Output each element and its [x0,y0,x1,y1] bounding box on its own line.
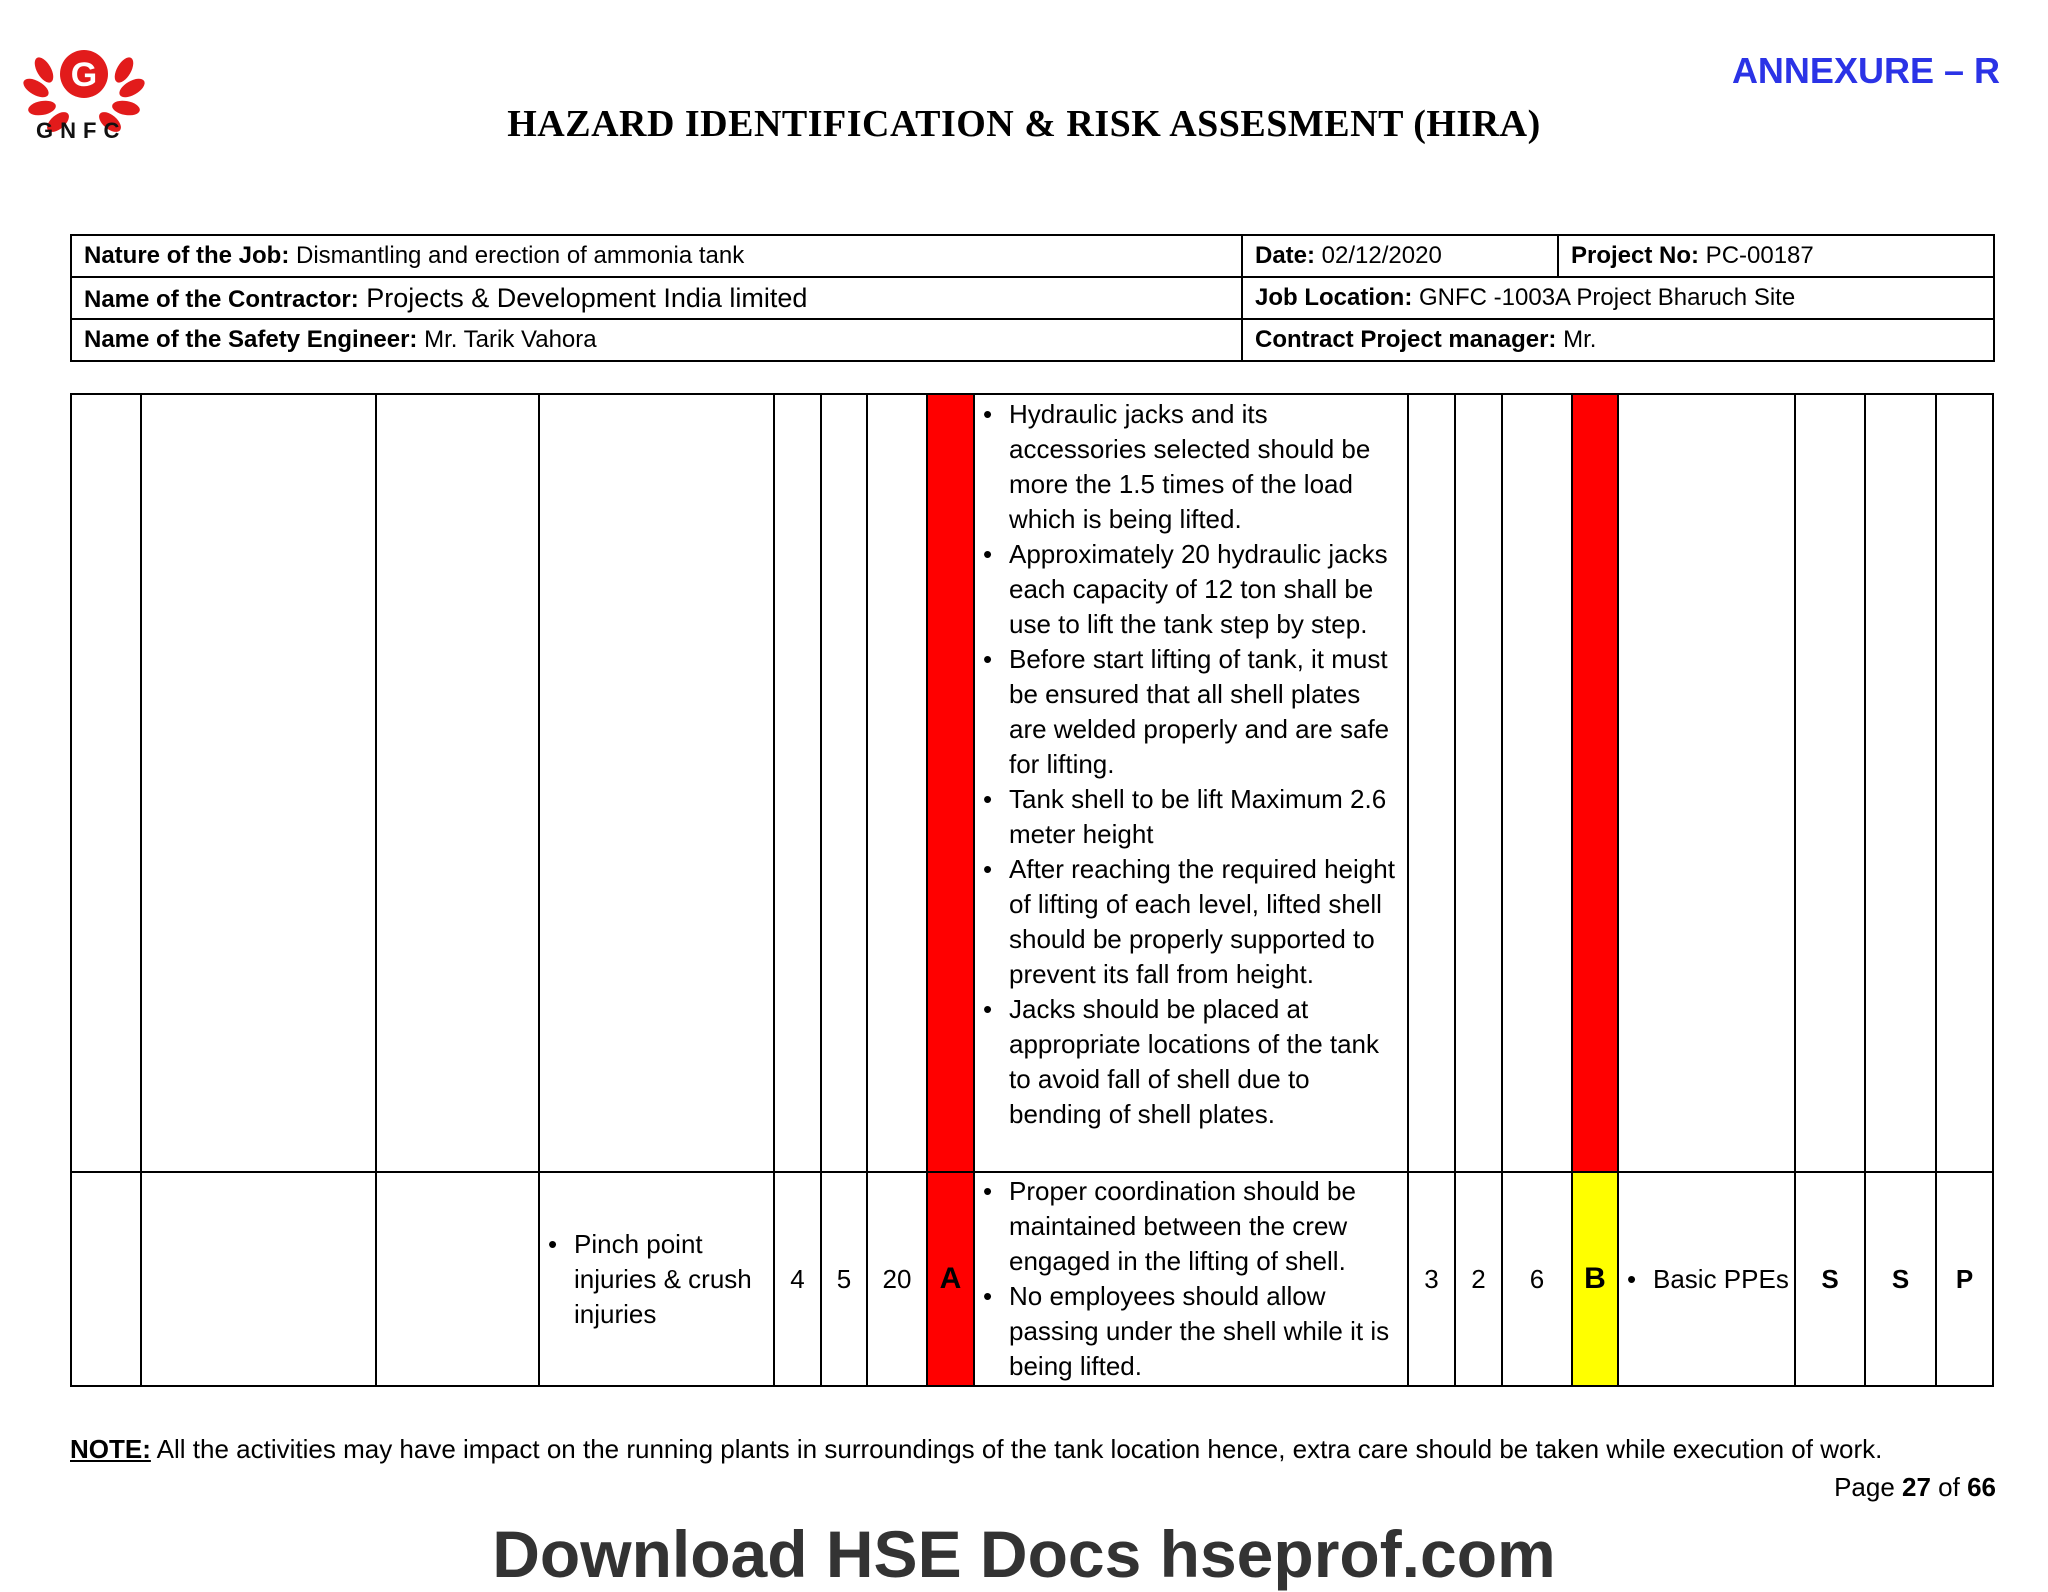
location-value: GNFC -1003A Project Bharuch Site [1412,284,1796,311]
date-cell [1242,235,1558,277]
hazard-cell [539,394,774,1172]
sr-no-cell [71,394,141,1172]
manager-value: Mr. [1556,326,1597,353]
status-cell-2: S [1865,1172,1936,1386]
controls-list [975,1174,1407,1384]
table-row [71,394,1993,1172]
info-row-2 [71,277,1994,319]
res-score-cell [1502,394,1572,1172]
annexure-label: ANNEXURE – R [1731,50,2000,91]
res-rating-cell [1572,394,1618,1172]
ppe-cell [1618,1172,1795,1386]
sub-activity-cell [376,394,539,1172]
list-item: • After reaching the required height of lifting of each level, lifted shell should be properly supported to prevent its fall from height. [975,852,1407,992]
activity-cell [141,394,376,1172]
nature-value: Dismantling and erection of ammonia tank [289,242,745,269]
res-score-cell: 6 [1502,1172,1572,1386]
status-cell-3: P [1936,1172,1993,1386]
severity-cell [821,394,867,1172]
controls-list [975,395,1407,1132]
page-total: 66 [1967,1472,1996,1502]
res-severity-cell [1455,394,1502,1172]
page-title: HAZARD IDENTIFICATION & RISK ASSESMENT (HIRA) [507,103,1541,145]
note-label: NOTE: [70,1434,151,1464]
table-row [71,1172,1993,1386]
status-cell-1: S [1795,1172,1865,1386]
res-severity-cell: 2 [1455,1172,1502,1386]
status-cell-3 [1936,394,1993,1172]
page-number [1834,1472,1996,1503]
hazard-list [540,1227,773,1332]
location-cell [1242,277,1994,319]
sub-activity-cell [376,1172,539,1386]
nature-label: Nature of the Job: [84,242,290,269]
status-cell-1 [1795,394,1865,1172]
page-current: 27 [1902,1472,1931,1502]
footer-brand: Download HSE Docs hseprof.com [492,1517,1556,1591]
project-value: PC-00187 [1699,242,1814,269]
safety-engineer-cell [71,319,1242,361]
location-label: Job Location: [1255,284,1413,311]
list-item: • Proper coordination should be maintained between the crew engaged in the lifting of shell. [975,1174,1401,1279]
activity-cell [141,1172,376,1386]
info-row-3 [71,319,1994,361]
list-item: • Jacks should be placed at appropriate locations of the tank to avoid fall of shell due to bending of shell plates. [975,992,1407,1132]
status-cell-2 [1865,394,1936,1172]
list-item: • Pinch point injuries & crush injuries [540,1227,767,1332]
contractor-cell [71,277,1242,319]
likelihood-cell: 4 [774,1172,821,1386]
risk-score-cell: 20 [867,1172,927,1386]
page-of: of [1930,1472,1968,1502]
risk-score-cell [867,394,927,1172]
manager-label: Contract Project manager: [1255,326,1557,353]
project-no-cell [1558,235,1994,277]
risk-rating-cell: A [927,1172,974,1386]
safety-label: Name of the Safety Engineer: [84,326,418,353]
sr-no-cell [71,1172,141,1386]
risk-rating-cell [927,394,974,1172]
list-item: • Tank shell to be lift Maximum 2.6 meter height [975,782,1407,852]
logo-letter: G [70,56,98,94]
project-label: Project No: [1571,242,1700,269]
logo-text: GNFC [36,118,127,143]
ppe-cell [1618,394,1795,1172]
res-likelihood-cell [1408,394,1455,1172]
list-item: • Basic PPEs [1619,1262,1794,1297]
project-manager-cell [1242,319,1994,361]
res-likelihood-cell: 3 [1408,1172,1455,1386]
job-info-table [70,234,1995,362]
list-item: • Hydraulic jacks and its accessories selected should be more the 1.5 times of the load which is being lifted. [975,397,1407,537]
date-value: 02/12/2020 [1315,242,1442,269]
page-prefix: Page [1834,1472,1903,1502]
contractor-label: Name of the Contractor: [84,285,359,313]
note-text: All the activities may have impact on the running plants in surroundings of the tank location hence, extra care should be taken while execution of work. [150,1434,1883,1464]
likelihood-cell [774,394,821,1172]
controls-cell [974,394,1408,1172]
list-item: • Approximately 20 hydraulic jacks each capacity of 12 ton shall be use to lift the tank step by step. [975,537,1407,642]
res-rating-cell: B [1572,1172,1618,1386]
hazard-cell [539,1172,774,1386]
ppe-list [1619,1262,1794,1297]
note [70,1434,1882,1465]
info-row-1 [71,235,1994,277]
hira-table [70,393,1994,1387]
contractor-value: Projects & Development India limited [358,282,808,313]
safety-value: Mr. Tarik Vahora [417,326,597,353]
list-item: • Before start lifting of tank, it must be ensured that all shell plates are welded properly and are safe for lifting. [975,642,1407,782]
list-item: • No employees should allow passing under the shell while it is being lifted. [975,1279,1401,1384]
nature-of-job-cell [71,235,1242,277]
severity-cell: 5 [821,1172,867,1386]
controls-cell [974,1172,1408,1386]
date-label: Date: [1255,242,1316,269]
